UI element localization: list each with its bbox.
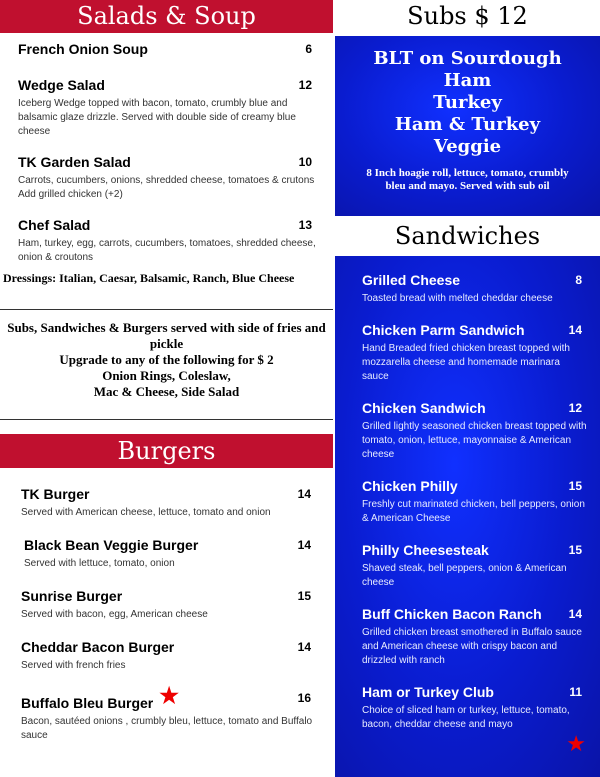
- item-price: 15: [568, 479, 582, 493]
- item-name: Grilled Cheese: [362, 272, 461, 288]
- divider: [0, 419, 333, 420]
- item-price: 14: [297, 487, 311, 501]
- item-name: Chicken Sandwich: [362, 400, 486, 416]
- item-price: 14: [568, 323, 582, 337]
- item-price: 12: [298, 78, 312, 92]
- item-name: Ham or Turkey Club: [362, 684, 494, 700]
- menu-item: [362, 684, 588, 732]
- menu-item: [362, 400, 588, 462]
- item-desc: Served with American cheese, lettuce, tomato and onion: [21, 507, 271, 518]
- item-name: Cheddar Bacon Burger: [21, 639, 175, 655]
- item-price: 15: [568, 543, 582, 557]
- menu-item: [21, 683, 317, 743]
- menu-item: [362, 542, 588, 590]
- dressings: Dressings: Italian, Caesar, Balsamic, Ranch, Blue Cheese: [3, 271, 295, 285]
- item-name: Sunrise Burger: [21, 588, 123, 604]
- menu-item: [21, 537, 317, 571]
- note-line: Upgrade to any of the following for $ 2: [59, 352, 274, 367]
- item-price: 11: [569, 685, 582, 699]
- sub-item: Ham & Turkey: [394, 114, 541, 135]
- sides-note: [0, 320, 333, 400]
- star-icon: ★: [566, 732, 586, 757]
- item-desc: Served with french fries: [21, 660, 126, 671]
- menu-item: [18, 77, 318, 139]
- item-price: 15: [297, 589, 311, 603]
- sub-item: BLT on Sourdough: [373, 48, 562, 69]
- menu-item: [362, 606, 588, 668]
- item-name: Philly Cheesesteak: [362, 542, 489, 558]
- item-name: TK Burger: [21, 486, 90, 502]
- note-line: Mac & Cheese, Side Salad: [93, 384, 240, 399]
- subs-header: Subs $ 12: [335, 0, 600, 35]
- subs-panel: [335, 36, 600, 216]
- menu-item: [362, 322, 588, 384]
- menu-item: [21, 639, 317, 673]
- item-desc: Hand Breaded fried chicken breast topped with mozzarella cheese and homemade marinara sauce: [362, 343, 570, 382]
- item-desc: Iceberg Wedge topped with bacon, tomato, crumbly blue and balsamic glaze drizzle. Served with double side of creamy blue cheese: [18, 98, 296, 137]
- item-desc: Grilled chicken breast smothered in Buffalo sauce and American cheese with crispy bacon and drizzled with ranch: [362, 627, 582, 666]
- item-desc: Carrots, cucumbers, onions, shredded cheese, tomatoes & crutons: [18, 175, 315, 186]
- item-name: Chicken Philly: [362, 478, 458, 494]
- item-price: 12: [568, 401, 582, 415]
- subs-list: [335, 36, 600, 158]
- item-price: 14: [297, 640, 311, 654]
- item-price: 14: [568, 607, 582, 621]
- sub-item: Veggie: [433, 136, 502, 157]
- item-name-row: [21, 683, 317, 712]
- item-desc: Ham, turkey, egg, carrots, cucumbers, tomatoes, shredded cheese, onion & croutons: [18, 238, 316, 263]
- sandwiches-panel: [335, 256, 600, 777]
- menu-item: [21, 486, 317, 520]
- item-desc: Served with bacon, egg, American cheese: [21, 609, 208, 620]
- item-name: Chef Salad: [18, 217, 91, 233]
- item-desc: Served with lettuce, tomato, onion: [24, 558, 175, 569]
- salads-header: Salads & Soup: [0, 0, 333, 33]
- item-desc: Freshly cut marinated chicken, bell peppers, onion & American Cheese: [362, 499, 585, 524]
- item-price: 13: [298, 218, 312, 232]
- item-price: 10: [298, 155, 312, 169]
- item-name: Buff Chicken Bacon Ranch: [362, 606, 542, 622]
- item-name: TK Garden Salad: [18, 154, 131, 170]
- item-price: 6: [305, 42, 312, 56]
- subs-desc: 8 Inch hoagie roll, lettuce, tomato, crumbly bleu and mayo. Served with sub oil: [366, 167, 569, 192]
- menu-item: [18, 154, 318, 202]
- note-line: Subs, Sandwiches & Burgers served with side of fries and pickle: [7, 320, 326, 351]
- item-price: 8: [575, 273, 582, 287]
- star-row: [362, 734, 588, 756]
- menu-item: [362, 478, 588, 526]
- item-desc: Grilled lightly seasoned chicken breast topped with tomato, onion, lettuce, mayonnaise & American cheese: [362, 421, 587, 460]
- sandwiches-list: [362, 272, 588, 756]
- item-name: Black Bean Veggie Burger: [24, 537, 199, 553]
- menu-item: [21, 588, 317, 622]
- note-line: Onion Rings, Coleslaw,: [102, 368, 231, 383]
- item-name: Chicken Parm Sandwich: [362, 322, 525, 338]
- salads-list: [3, 41, 318, 285]
- sub-item: Turkey: [433, 92, 502, 113]
- item-price: 16: [297, 691, 311, 705]
- burgers-header: Burgers: [0, 434, 333, 468]
- item-name: Buffalo Bleu Burger: [21, 695, 154, 711]
- sandwiches-header: Sandwiches: [335, 216, 600, 256]
- menu-item: [18, 41, 318, 58]
- item-desc: Shaved steak, bell peppers, onion & American cheese: [362, 563, 567, 588]
- star-icon: ★: [159, 683, 179, 708]
- divider: [0, 309, 333, 310]
- burgers-list: [21, 486, 317, 760]
- sub-item: Ham: [443, 70, 492, 91]
- item-name: Wedge Salad: [18, 77, 105, 93]
- item-desc: Toasted bread with melted cheddar cheese: [362, 293, 553, 304]
- menu-item: [362, 272, 588, 306]
- item-price: 14: [297, 538, 311, 552]
- menu-item: [18, 217, 318, 265]
- item-desc: Choice of sliced ham or turkey, lettuce, tomato, bacon, cheddar cheese and mayo: [362, 705, 570, 730]
- item-desc: Bacon, sautéed onions , crumbly bleu, lettuce, tomato and Buffalo sauce: [21, 716, 313, 741]
- item-name: French Onion Soup: [18, 41, 148, 57]
- item-extra: Add grilled chicken (+2): [18, 189, 123, 200]
